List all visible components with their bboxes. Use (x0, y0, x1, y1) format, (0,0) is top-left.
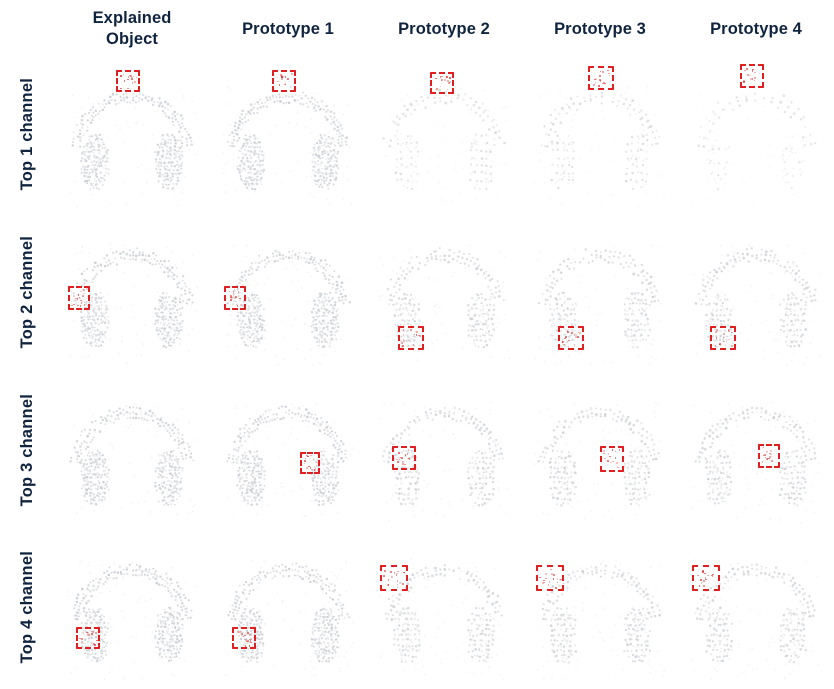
column-header-line-1: Prototype 1 (242, 19, 334, 38)
activation-point (401, 457, 403, 459)
activation-point (403, 329, 405, 331)
activation-point (230, 299, 232, 301)
activation-point (607, 70, 609, 72)
activation-point (405, 454, 407, 456)
activation-point (728, 330, 730, 332)
activation-point (441, 79, 443, 81)
activation-point (249, 634, 251, 636)
cell-top1-prototype-2 (366, 58, 522, 216)
cell-top2-prototype-4 (678, 216, 834, 374)
activation-point (384, 570, 386, 572)
row-header-label: Top 4 channel (17, 551, 36, 664)
activation-point (577, 336, 579, 338)
point-cloud-render (369, 216, 519, 373)
activation-point (247, 640, 249, 642)
activation-point (565, 336, 567, 338)
activation-point (81, 638, 83, 640)
activation-point (746, 68, 748, 70)
cell-top4-prototype-2 (366, 531, 522, 689)
activation-point (73, 295, 75, 297)
point-cloud-render (681, 374, 831, 531)
activation-point (764, 454, 766, 456)
activation-point (401, 342, 403, 344)
activation-point (287, 78, 289, 80)
activation-point (80, 305, 82, 307)
activation-point (83, 632, 85, 634)
activation-point (91, 633, 93, 635)
activation-point (281, 75, 283, 77)
activation-point (402, 463, 404, 465)
grid-row-top-1-channel (0, 58, 834, 216)
activation-point (754, 72, 756, 74)
activation-point (612, 449, 614, 451)
cell-top1-explained-object (54, 58, 210, 216)
activation-point (553, 574, 555, 576)
point-cloud-render (525, 531, 675, 688)
column-header-prototype-3 (522, 0, 678, 58)
activation-point (704, 573, 706, 575)
point-cloud-render (369, 531, 519, 688)
activation-point (81, 302, 83, 304)
activation-point (88, 634, 90, 636)
activation-point (73, 304, 75, 306)
cell-top4-prototype-3 (522, 531, 678, 689)
activation-point (545, 573, 547, 575)
cell-top3-prototype-2 (366, 374, 522, 532)
grid-body (0, 58, 834, 689)
activation-point (410, 329, 412, 331)
activation-point (749, 75, 751, 77)
activation-point (697, 575, 699, 577)
point-cloud-render (213, 374, 363, 531)
activation-point (571, 332, 573, 334)
point-cloud-render (681, 531, 831, 688)
column-header-line-2: Object (106, 30, 158, 48)
activation-point (771, 460, 773, 462)
activation-point (402, 583, 404, 585)
point-cloud-render (213, 531, 363, 688)
activation-point (398, 452, 400, 454)
highlight-box (558, 326, 584, 350)
activation-point (237, 631, 239, 633)
column-header-line-1: Prototype 3 (554, 19, 646, 38)
activation-point (598, 85, 600, 87)
activation-point (403, 340, 405, 342)
activation-point (241, 633, 243, 635)
activation-point (315, 468, 317, 470)
activation-point (769, 456, 771, 458)
activation-point (87, 632, 89, 634)
activation-point (402, 345, 404, 347)
column-header-prototype-1 (210, 0, 366, 58)
cell-top4-explained-object (54, 531, 210, 689)
activation-point (441, 76, 443, 78)
activation-point (397, 580, 399, 582)
activation-point (770, 450, 772, 452)
cell-top4-prototype-1 (210, 531, 366, 689)
column-header-line-1: Prototype 2 (398, 19, 490, 38)
activation-point (240, 304, 242, 306)
activation-point (602, 71, 604, 73)
activation-point (723, 333, 725, 335)
activation-point (575, 336, 577, 338)
activation-point (230, 296, 232, 298)
highlight-box (588, 66, 614, 90)
activation-point (291, 73, 293, 75)
activation-point (703, 580, 705, 582)
activation-point (603, 453, 605, 455)
column-header-explained-object (54, 0, 210, 58)
cell-top2-prototype-1 (210, 216, 366, 374)
row-header-label: Top 2 channel (17, 235, 36, 349)
cell-top4-prototype-4 (678, 531, 834, 689)
cell-top1-prototype-4 (678, 58, 834, 216)
row-header-label: Top 1 channel (17, 78, 36, 191)
column-header-line-1: Explained (92, 9, 172, 28)
activation-point (563, 344, 565, 346)
row-header-label: Top 3 channel (17, 393, 36, 507)
grid-row-top-4-channel (0, 531, 834, 689)
activation-point (700, 579, 702, 581)
row-header-top-4-channel (0, 531, 54, 689)
activation-point (754, 77, 756, 79)
activation-point (593, 84, 595, 86)
activation-point (603, 82, 605, 84)
activation-point (383, 575, 385, 577)
activation-point (446, 76, 448, 78)
activation-point (77, 305, 79, 307)
activation-point (594, 79, 596, 81)
activation-point (316, 462, 318, 464)
activation-point (707, 575, 709, 577)
activation-point (396, 459, 398, 461)
activation-point (619, 449, 621, 451)
highlight-box (392, 446, 416, 470)
activation-point (731, 345, 733, 347)
grid-row-top-2-channel (0, 216, 834, 374)
column-header-prototype-2 (366, 0, 522, 58)
row-header-top-2-channel (0, 216, 54, 374)
row-header-top-3-channel (0, 374, 54, 532)
grid-header (0, 0, 834, 58)
activation-point (444, 79, 446, 81)
cell-top1-prototype-1 (210, 58, 366, 216)
activation-point (551, 573, 553, 575)
cell-top3-explained-object (54, 374, 210, 532)
activation-point (94, 644, 96, 646)
activation-point (543, 582, 545, 584)
activation-point (129, 75, 131, 77)
activation-point (436, 88, 438, 90)
activation-point (403, 572, 405, 574)
activation-point (244, 635, 246, 637)
activation-point (550, 569, 552, 571)
point-cloud-render (57, 374, 207, 531)
column-header-line-1: Prototype 4 (710, 19, 802, 38)
activation-point (603, 450, 605, 452)
activation-point (120, 75, 122, 77)
point-cloud-render (681, 216, 831, 373)
activation-point (616, 462, 618, 464)
cell-top3-prototype-1 (210, 374, 366, 532)
point-cloud-render (57, 531, 207, 688)
activation-point (766, 458, 768, 460)
activation-point (235, 296, 237, 298)
activation-point (134, 81, 136, 83)
activation-point (83, 289, 85, 291)
activation-point (81, 641, 83, 643)
activation-point (391, 576, 393, 578)
activation-point (752, 70, 754, 72)
activation-point (607, 460, 609, 462)
activation-point (579, 332, 581, 334)
grid-row-top-3-channel (0, 374, 834, 532)
activation-point (78, 294, 80, 296)
activation-point (604, 458, 606, 460)
header-row (0, 0, 834, 58)
activation-point (290, 86, 292, 88)
cell-top2-explained-object (54, 216, 210, 374)
point-cloud-render (525, 216, 675, 373)
cell-top1-prototype-3 (522, 58, 678, 216)
activation-point (390, 571, 392, 573)
activation-point (715, 331, 717, 333)
activation-point (95, 632, 97, 634)
column-header-prototype-4 (678, 0, 834, 58)
activation-point (82, 295, 84, 297)
cell-top2-prototype-3 (522, 216, 678, 374)
activation-point (762, 461, 764, 463)
activation-point (703, 585, 705, 587)
activation-point (744, 70, 746, 72)
highlight-box (740, 64, 764, 88)
row-header-top-1-channel (0, 58, 54, 216)
activation-point (567, 331, 569, 333)
activation-point (84, 304, 86, 306)
activation-point (539, 577, 541, 579)
activation-point (77, 298, 79, 300)
activation-point (281, 78, 283, 80)
activation-point (555, 587, 557, 589)
activation-point (238, 291, 240, 293)
activation-point (306, 467, 308, 469)
grid-corner (0, 0, 54, 58)
activation-point (128, 76, 130, 78)
cell-top3-prototype-4 (678, 374, 834, 532)
activation-point (131, 78, 133, 80)
cell-top3-prototype-3 (522, 374, 678, 532)
activation-point (599, 75, 601, 77)
activation-point (615, 457, 617, 459)
activation-point (416, 331, 418, 333)
activation-point (304, 460, 306, 462)
activation-point (284, 84, 286, 86)
cell-top2-prototype-2 (366, 216, 522, 374)
activation-point (719, 343, 721, 345)
